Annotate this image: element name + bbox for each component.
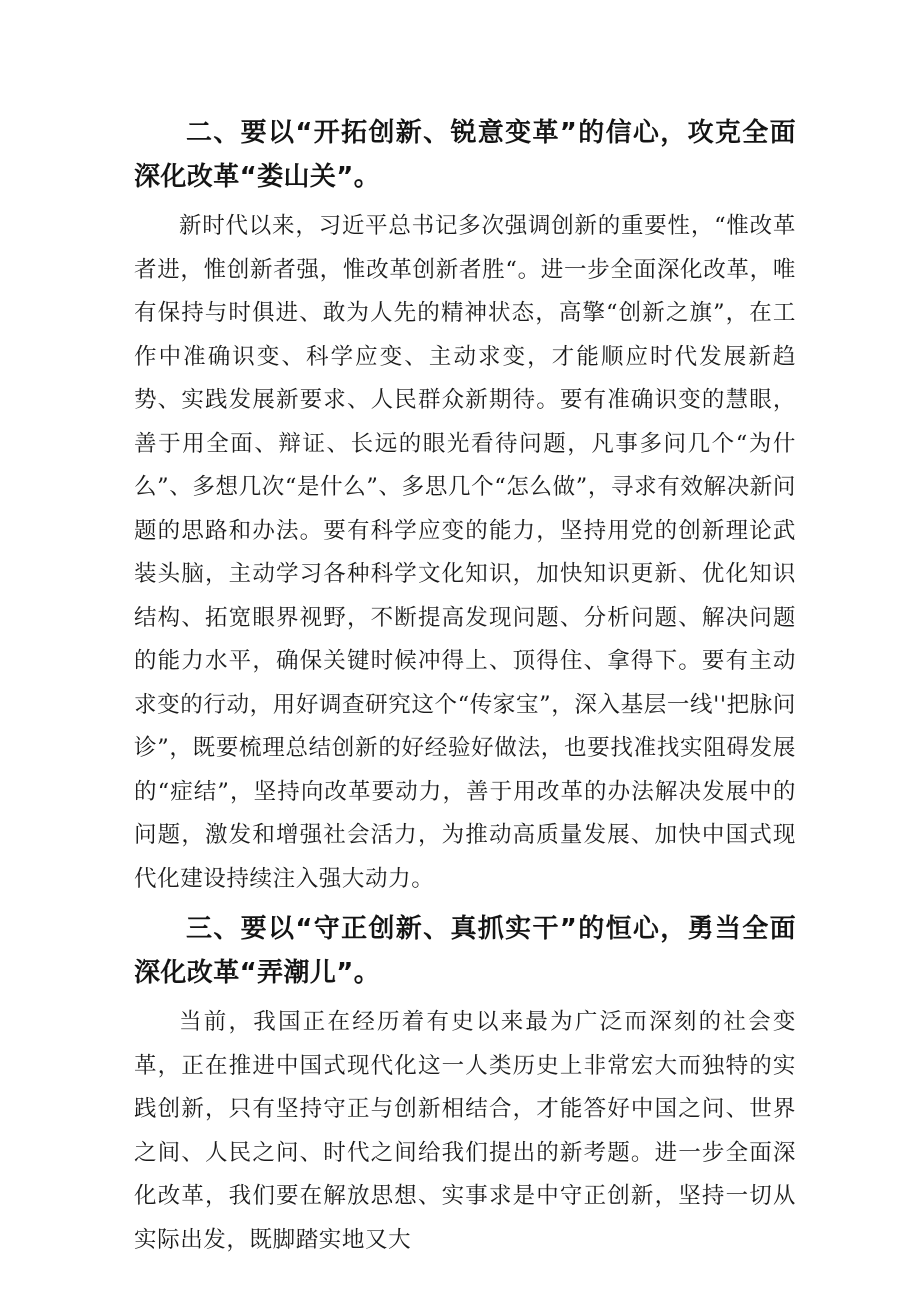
document-body (134, 111, 796, 1262)
section-paragraph-3: 当前，我国正在经历着有史以来最为广泛而深刻的社会变革，正在推进中国式现代化这一人类历史上非常宏大而独特的实践创新，只有坚持守正与创新相结合，才能答好中国之问、世界之间、人民之问、时代之间给我们提出的新考题。进一步全面深化改革，我们要在解放思想、实事求是中守正创新，坚持一切从实际出发，既脚踏实地又大 (134, 1009, 796, 1253)
section-heading-2: 二、要以“开拓创新、锐意变革”的信心，攻克全面深化改革“娄山关”。 (134, 118, 796, 192)
section-paragraph-2: 新时代以来，习近平总书记多次强调创新的重要性，“惟改革者进，惟创新者强，惟改革创新者胜“。进一步全面深化改革，唯有保持与时俱进、敢为人先的精神状态，高擎“创新之旗”，在工作中准确识变、科学应变、主动求变，才能顺应时代发展新趋势、实践发展新要求、人民群众新期待。要有准确识变的慧眼，善于用全面、辩证、长远的眼光看待问题，凡事多问几个“为什么”、多想几次“是什么”、多思几个“怎么做”，寻求有效解决新问题的思路和办法。要有科学应变的能力，坚持用党的创新理论武装头脑，主动学习各种科学文化知识，加快知识更新、优化知识结构、拓宽眼界视野，不断提高发现问题、分析问题、解决问题的能力水平，确保关键时候冲得上、顶得住、拿得下。要有主动求变的行动，用好调查研究这个“传家宝”，深入基层一线''把脉问诊”，既要梳理总结创新的好经验好做法，也要找准找实阻碍发展的“症结”，坚持向改革要动力，善于用改革的办法解决发展中的问题，激发和增强社会活力，为推动高质量发展、加快中国式现代化建设持续注入强大动力。 (134, 213, 796, 892)
section-heading-3: 三、要以“守正创新、真抓实干”的恒心，勇当全面深化改革“弄潮儿”。 (134, 914, 796, 988)
